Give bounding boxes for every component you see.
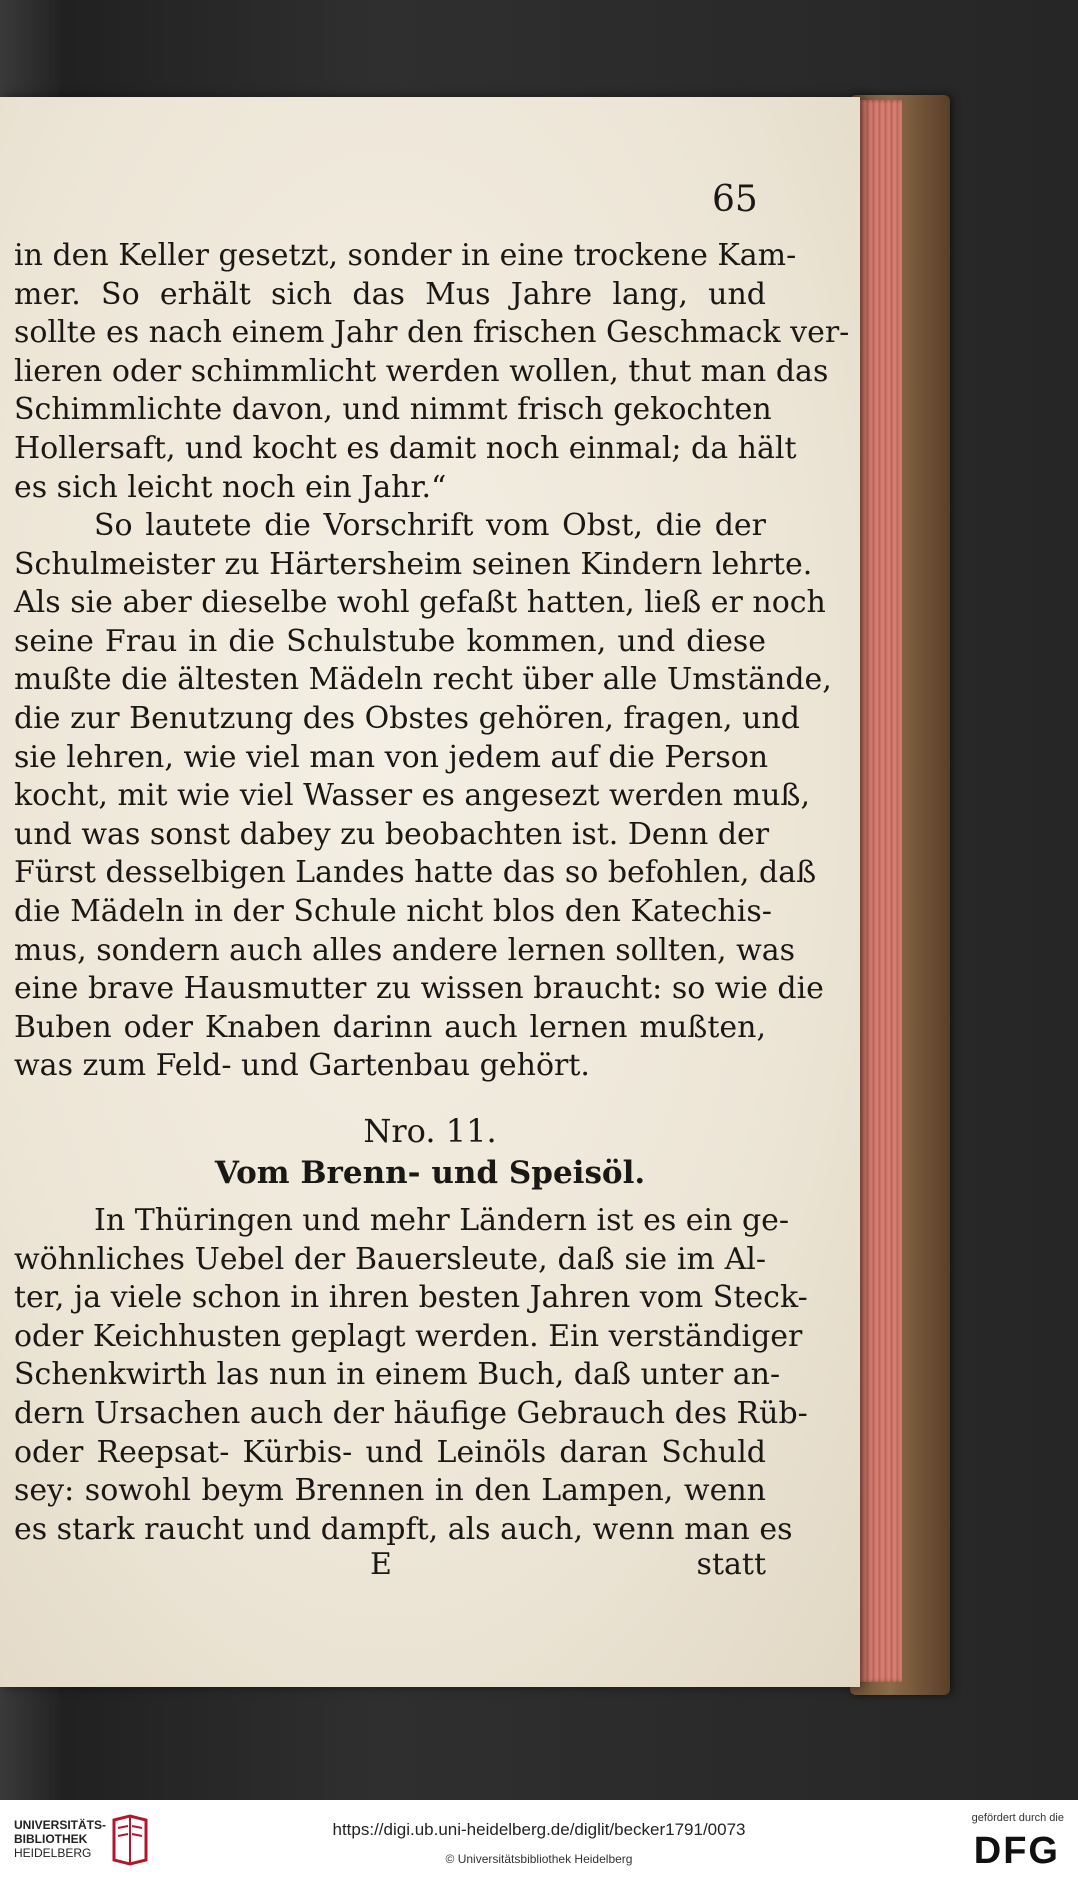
permalink-url[interactable]: https://digi.ub.uni-heidelberg.de/diglit/becker1791/0073 (332, 1820, 746, 1839)
red-page-edges (856, 100, 902, 1682)
text-line: ter, ja viele schon in ihren besten Jahren vom Steck- (14, 1280, 808, 1316)
text-line: sey: sowohl beym Brennen in den Lampen, wenn (14, 1473, 766, 1509)
text-line: mus, sondern auch alles andere lernen sollten, was (14, 932, 796, 968)
text-line: Buben oder Knaben darinn auch lernen mußten, (14, 1009, 766, 1045)
text-line: dern Ursachen auch der häufige Gebrauch des Rüb- (14, 1395, 808, 1431)
paragraph-2 (14, 507, 832, 1086)
text-line: sie lehren, wie viel man von jedem auf die Person (14, 739, 769, 775)
text-line: Schimmlichte davon, und nimmt frisch gekochten (14, 392, 772, 428)
page-foot (14, 1547, 766, 1587)
text-line: Schulmeister zu Härtersheim seinen Kindern lehrte. (14, 546, 813, 582)
text-line: mer. So erhält sich das Mus Jahre lang, und (14, 276, 766, 312)
text-line: es sich leicht noch ein Jahr.“ (14, 469, 447, 505)
text-line: wöhnliches Uebel der Bauersleute, daß sie im Al- (14, 1241, 766, 1277)
text-line: in den Keller gesetzt, sonder in eine trockene Kam- (14, 238, 797, 273)
catchword: statt (696, 1547, 766, 1582)
text-line: die Mädeln in der Schule nicht blos den Katechis- (14, 893, 772, 929)
text-line: die zur Benutzung des Obstes gehören, fragen, und (14, 700, 800, 736)
dfg-logo[interactable]: DFG (973, 1830, 1060, 1872)
paragraph-1 (14, 237, 850, 507)
text-line: was zum Feld- und Gartenbau gehört. (14, 1048, 590, 1084)
text-line: lieren oder schimmlicht werden wollen, thut man das (14, 353, 829, 389)
text-line: Als sie aber dieselbe wohl gefaßt hatten, ließ er noch (14, 585, 826, 621)
logo-line: HEIDELBERG (14, 1846, 92, 1860)
page-number: 65 (712, 179, 758, 220)
text-line: eine brave Hausmutter zu wissen braucht: so wie die (14, 971, 824, 1007)
text-line: Schenkwirth las nun in einem Buch, daß unter an- (14, 1357, 781, 1393)
funding-caption: gefördert durch die (971, 1812, 1064, 1824)
text-line: Fürst desselbigen Landes hatte das so befohlen, daß (14, 855, 817, 891)
logo-line: BIBLIOTHEK (14, 1832, 88, 1846)
logo-line: UNIVERSITÄTS- (14, 1818, 107, 1832)
text-line: kocht, mit wie viel Wasser es angesezt werden muß, (14, 778, 810, 814)
text-line: So lautete die Vorschrift vom Obst, die der (94, 508, 766, 543)
text-line: sollte es nach einem Jahr den frischen Geschmack ver- (14, 315, 850, 351)
text-line: mußte die ältesten Mädeln recht über alle Umstände, (14, 662, 832, 698)
text-line: es stark raucht und dampft, als auch, wenn man es (14, 1511, 793, 1547)
signature-mark: E (370, 1547, 392, 1582)
text-line: oder Keichhusten geplagt werden. Ein verständiger (14, 1318, 803, 1354)
text-line: seine Frau in die Schulstube kommen, und diese (14, 623, 766, 659)
section-number: Nro. 11. (363, 1112, 497, 1150)
viewer-footer (0, 1800, 1078, 1879)
book-page (0, 97, 860, 1687)
text-line: oder Reepsat- Kürbis- und Leinöls daran Schuld (14, 1434, 766, 1470)
copyright-notice: © Universitätsbibliothek Heidelberg (445, 1852, 633, 1866)
text-line: In Thüringen und mehr Ländern ist es ein ge- (94, 1203, 790, 1238)
section-title: Vom Brenn- und Speisöl. (214, 1155, 646, 1191)
text-line: und was sonst dabey zu beobachten ist. Denn der (14, 816, 770, 852)
text-line: Hollersaft, und kocht es damit noch einmal; da hält (14, 430, 797, 466)
paragraph-3 (14, 1202, 808, 1549)
